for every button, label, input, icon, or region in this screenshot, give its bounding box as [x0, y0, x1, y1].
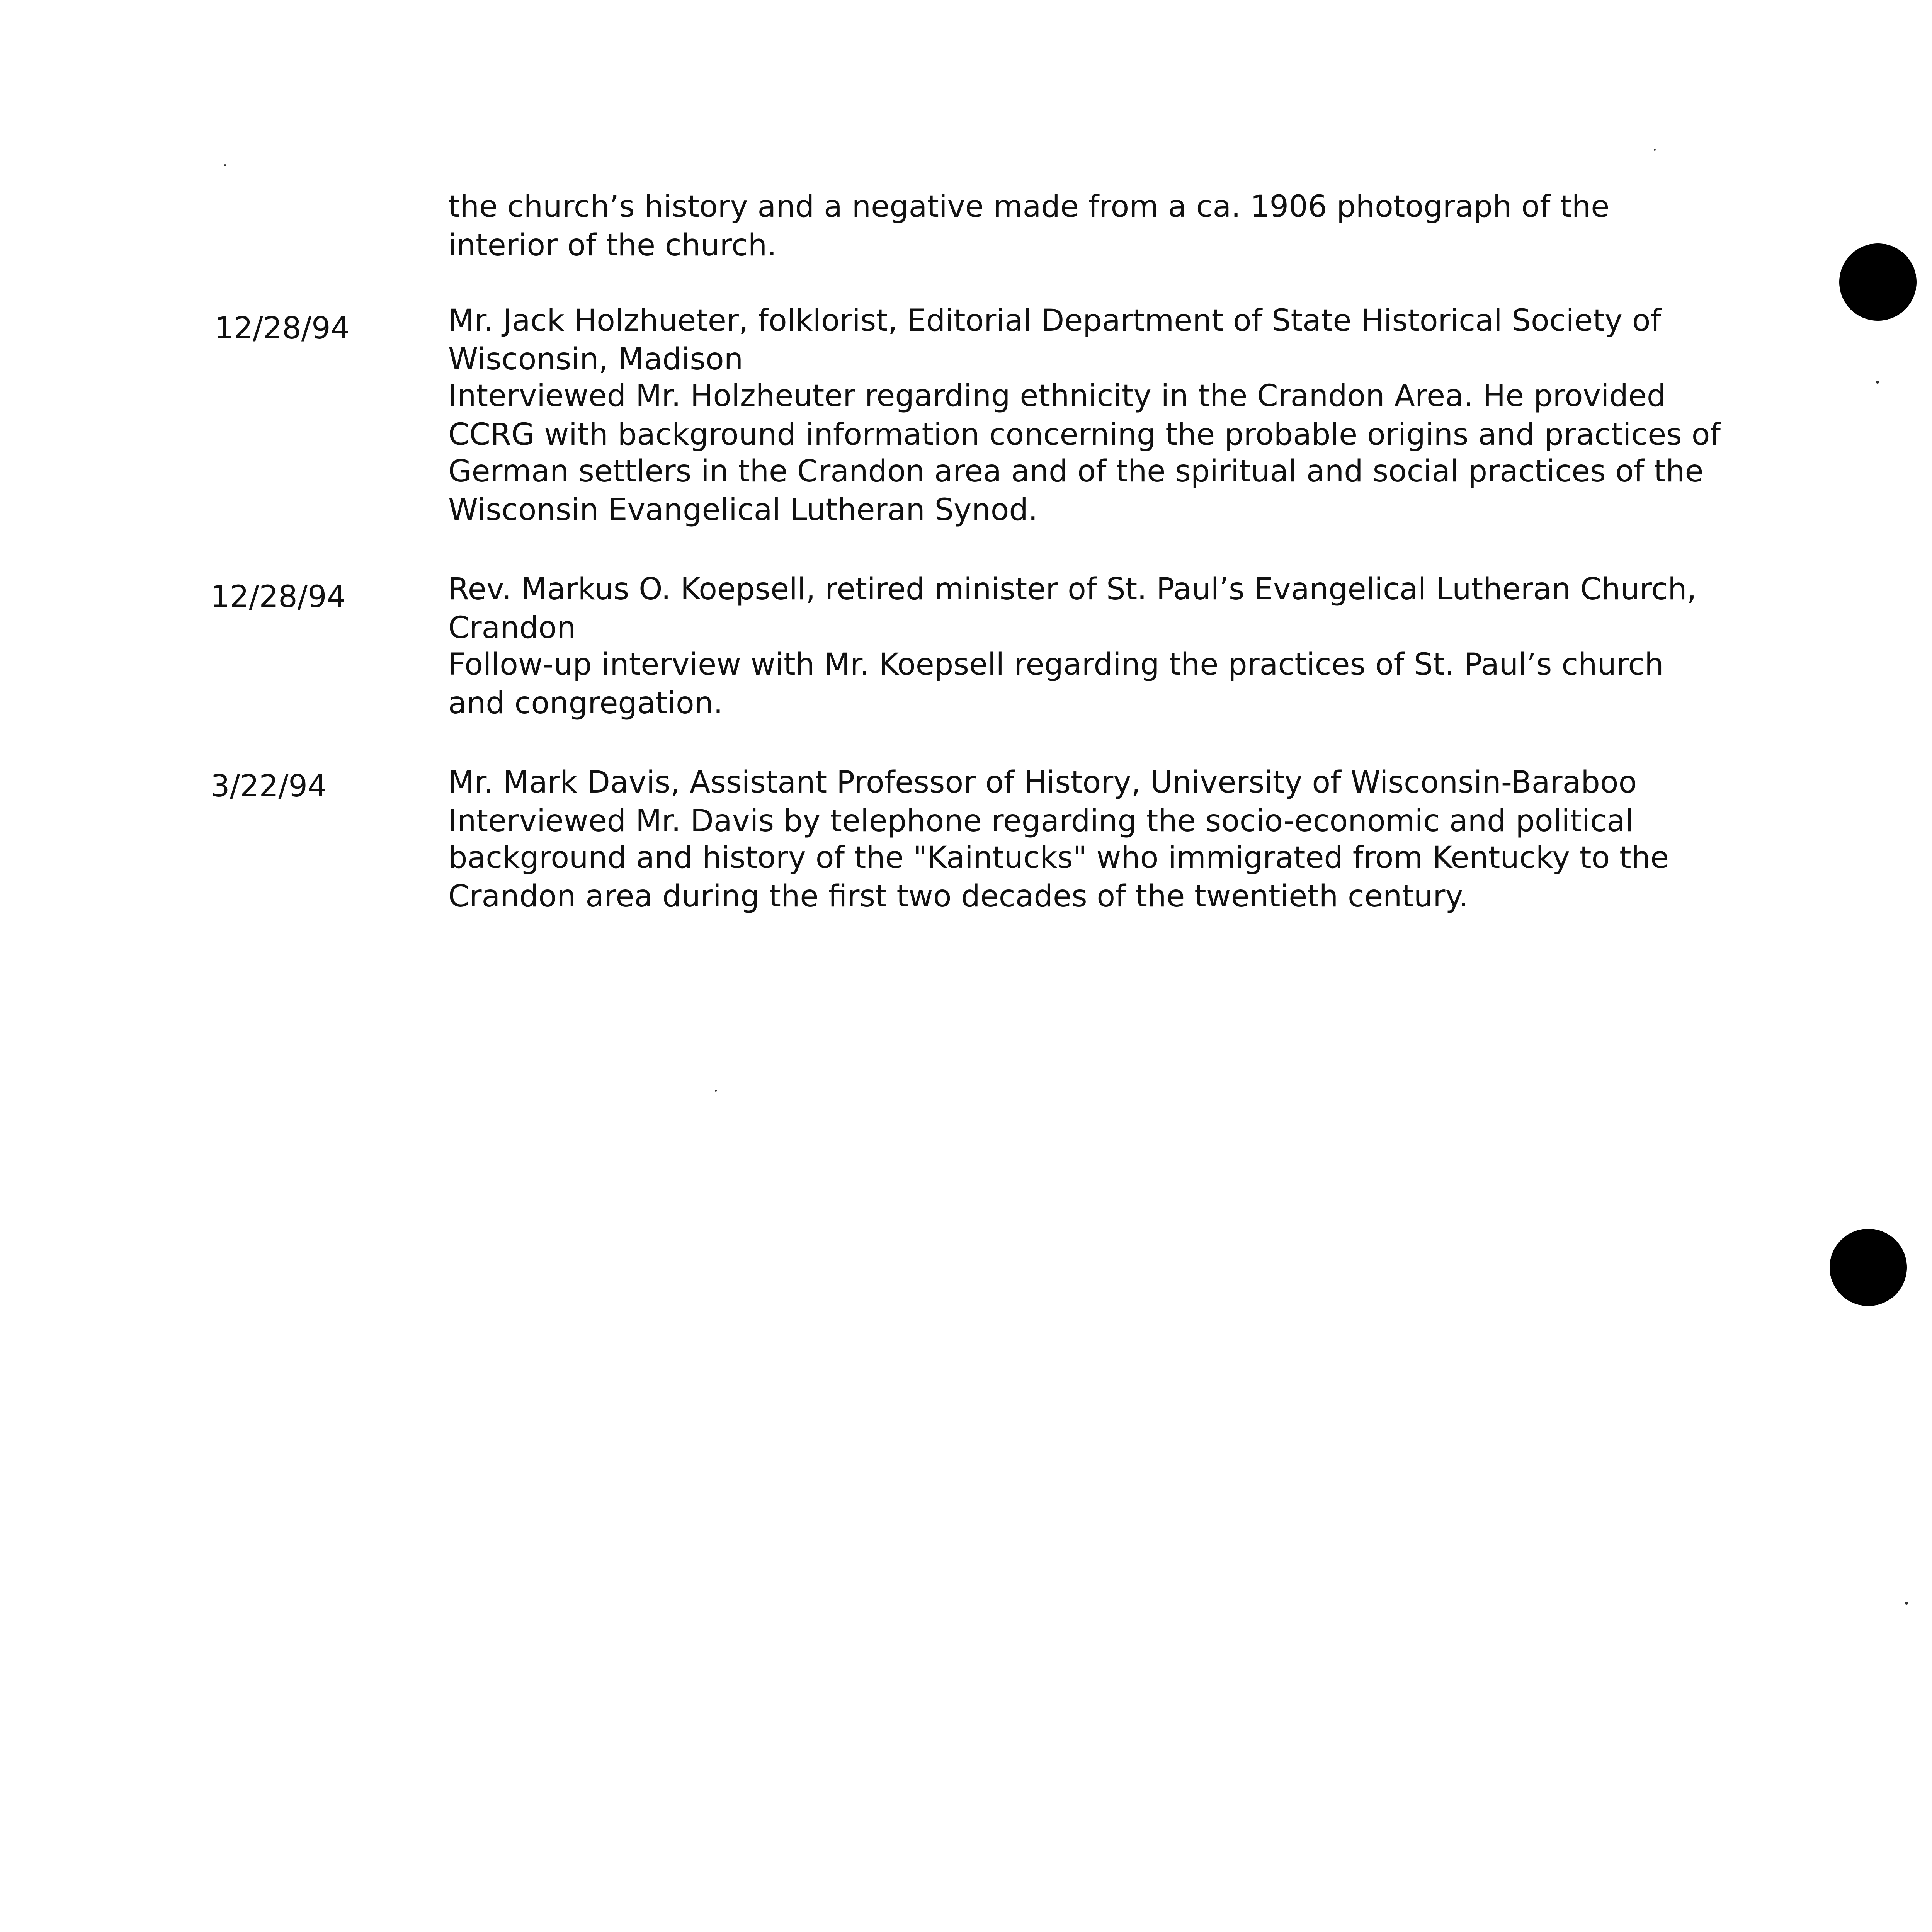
entry-line: background and history of the "Kaintucks" who immigrated from Kentucky to the	[448, 840, 1669, 875]
entry-line: Wisconsin, Madison	[448, 342, 743, 377]
scan-speck	[715, 1090, 717, 1092]
entry-line: Mr. Jack Holzhueter, folklorist, Editorial Department of State Historical Society of	[448, 303, 1661, 338]
entry-line: CCRG with background information concerning the probable origins and practices of	[448, 417, 1721, 452]
punch-hole-top	[1839, 243, 1917, 321]
entry-line: and congregation.	[448, 686, 723, 721]
entry-line: Interviewed Mr. Davis by telephone regarding the socio-economic and political	[448, 804, 1634, 838]
scan-speck	[1876, 381, 1879, 384]
entry-line: Crandon area during the first two decades of the twentieth century.	[448, 879, 1469, 914]
entry-line: Follow-up interview with Mr. Koepsell regarding the practices of St. Paul’s church	[448, 647, 1664, 682]
entry-date: 3/22/94	[211, 769, 327, 804]
entry-line: Rev. Markus O. Koepsell, retired minister of St. Paul’s Evangelical Lutheran Church,	[448, 572, 1697, 607]
intro-line: interior of the church.	[448, 228, 777, 263]
punch-hole-middle	[1830, 1229, 1907, 1306]
entry-line: Wisconsin Evangelical Lutheran Synod.	[448, 493, 1038, 527]
entry-date: 12/28/94	[214, 311, 350, 346]
scan-speck	[224, 164, 226, 166]
entry-line: Crandon	[448, 611, 576, 645]
entry-line: Interviewed Mr. Holzheuter regarding ethnicity in the Crandon Area. He provided	[448, 379, 1666, 413]
entry-line: German settlers in the Crandon area and of the spiritual and social practices of the	[448, 454, 1704, 489]
entry-line: Mr. Mark Davis, Assistant Professor of History, University of Wisconsin-Baraboo	[448, 765, 1637, 800]
intro-line: the church’s history and a negative made from a ca. 1906 photograph of the	[448, 189, 1610, 224]
scan-speck	[1905, 1602, 1908, 1605]
entry-date: 12/28/94	[211, 580, 346, 614]
scan-speck	[1654, 149, 1656, 151]
